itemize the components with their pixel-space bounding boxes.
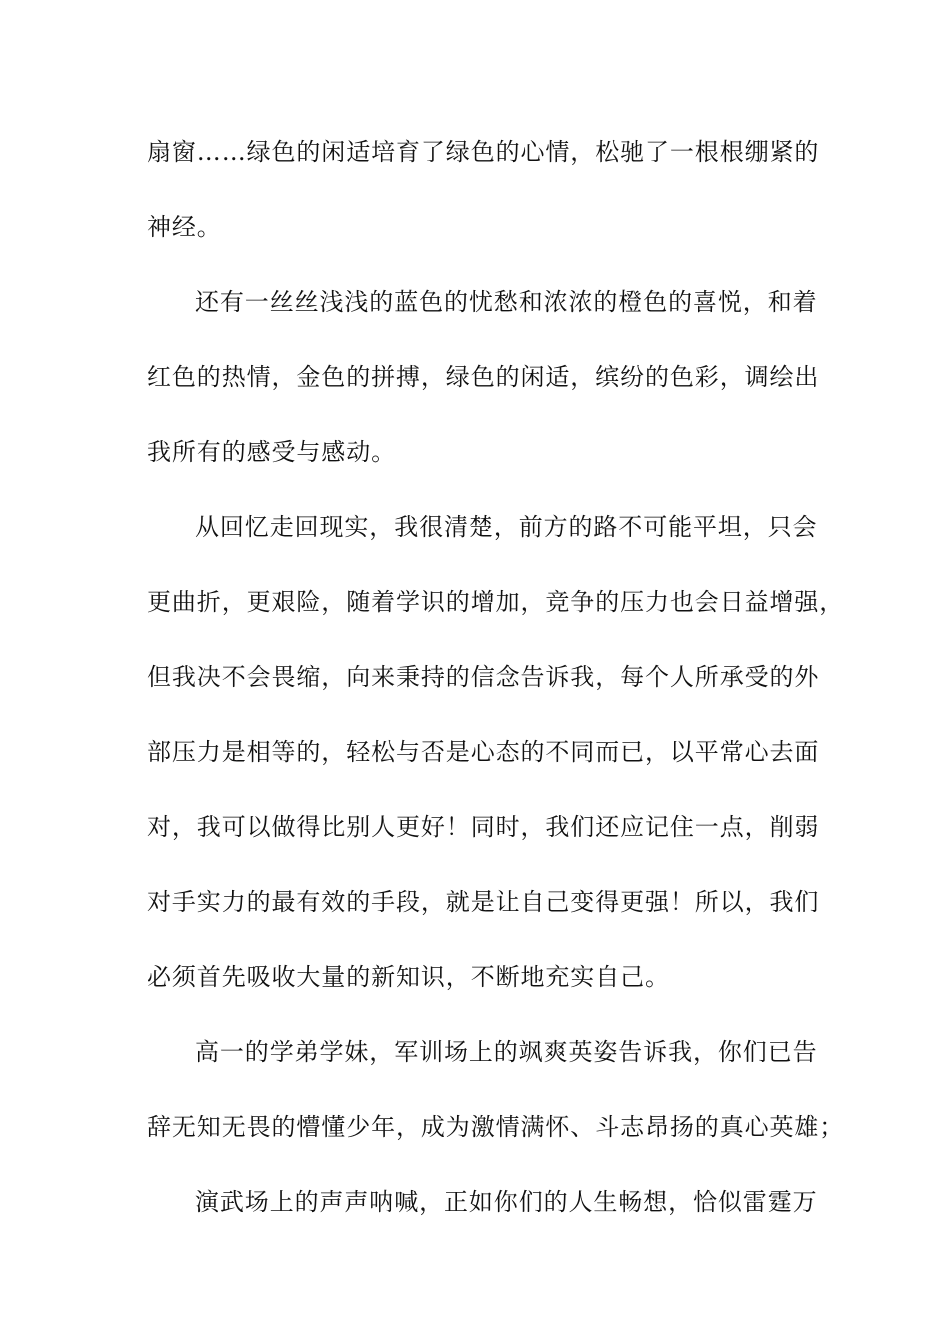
- text-line-13: 高一的学弟学妹，军训场上的飒爽英姿告诉我，你们已告: [195, 1038, 818, 1066]
- text-line-11: 对手实力的最有效的手段，就是让自己变得更强！所以，我们: [147, 888, 820, 916]
- text-line-8: 但我决不会畏缩，向来秉持的信念告诉我，每个人所承受的外: [147, 663, 820, 691]
- text-line-6: 从回忆走回现实，我很清楚，前方的路不可能平坦，只会: [195, 513, 818, 541]
- text-line-5: 我所有的感受与感动。: [147, 438, 396, 466]
- text-line-15: 演武场上的声声呐喊，正如你们的人生畅想，恰似雷霆万: [195, 1188, 818, 1216]
- text-line-1: 扇窗……绿色的闲适培育了绿色的心情，松驰了一根根绷紧的: [147, 138, 820, 166]
- text-line-14: 辞无知无畏的懵懂少年，成为激情满怀、斗志昂扬的真心英雄；: [147, 1113, 845, 1141]
- text-line-7: 更曲折，更艰险，随着学识的增加，竞争的压力也会日益增强，: [147, 588, 845, 616]
- text-line-9: 部压力是相等的，轻松与否是心态的不同而已，以平常心去面: [147, 738, 820, 766]
- text-line-10: 对，我可以做得比别人更好！同时，我们还应记住一点，削弱: [147, 813, 820, 841]
- text-line-4: 红色的热情，金色的拼搏，绿色的闲适，缤纷的色彩，调绘出: [147, 363, 820, 391]
- text-line-3: 还有一丝丝浅浅的蓝色的忧愁和浓浓的橙色的喜悦，和着: [195, 288, 818, 316]
- text-line-12: 必须首先吸收大量的新知识，不断地充实自己。: [147, 963, 670, 991]
- text-line-2: 神经。: [147, 213, 222, 241]
